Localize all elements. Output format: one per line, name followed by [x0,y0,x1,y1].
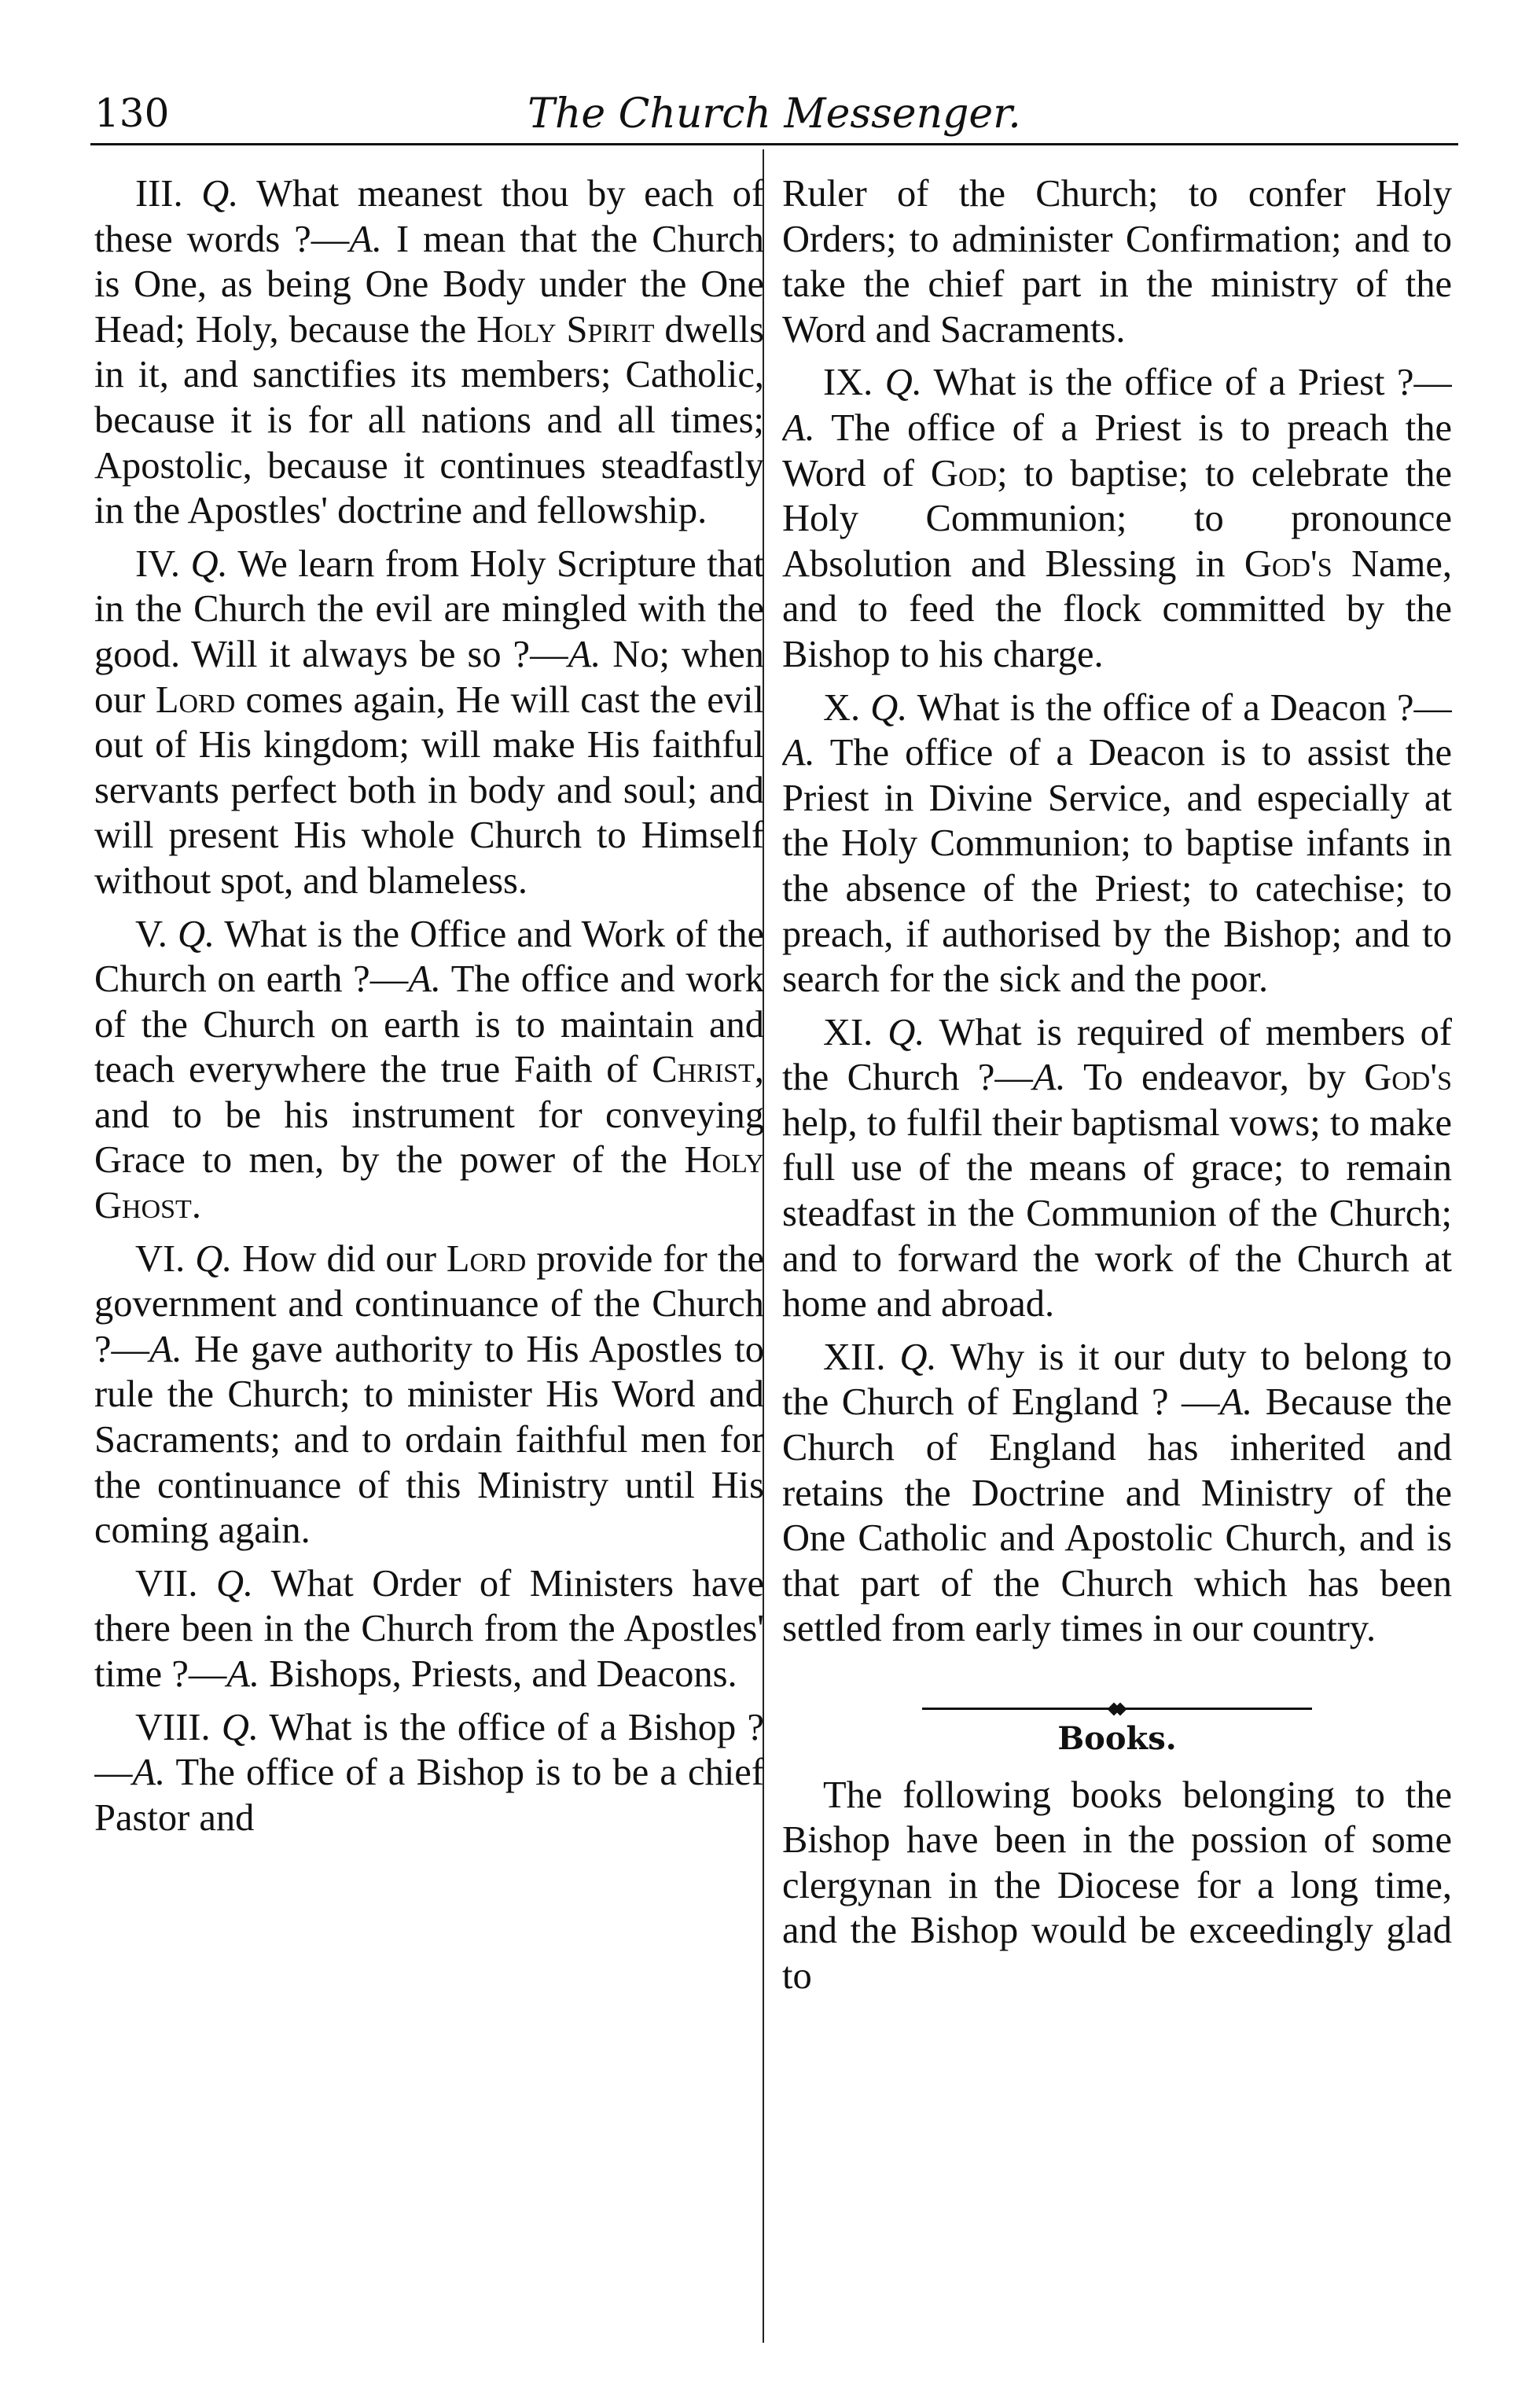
catechism-q10: X. Q. What is the office of a Deacon ?—A. The office of a Deacon is to assist the Priest in Divine Service, and especially at the Holy Communion; to baptise infants in the absence of the Priest; to catechise; to preach, if authorised by the Bishop; and to search for the sick and the poor. [782,686,1452,1001]
books-heading: Books. [1057,1720,1177,1757]
left-column [94,171,764,2341]
catechism-q9: IX. Q. What is the office of a Priest ?—A. The office of a Priest is to preach the Word of God; to baptise; to celebrate the Holy Communion; to pronounce Absolution and Blessing in God's Name, and to feed the flock committed by the Bishop to his charge. [782,362,1452,675]
page-header [94,90,1454,145]
catechism-q6: VI. Q. How did our Lord provide for the government and continuance of the Church ?—A. He gave authority to His Apostles to rule the Church; to minister His Word and Sacraments; and to ordain faithful men for the continuance of this Ministry until His coming again. [94,1237,764,1552]
catechism-q12: XII. Q. Why is it our duty to belong to the Church of England ? —A. Because the Church of England has inherited and retains the Doctrine and Ministry of the One Catholic and Apostolic Church, and is that part of the Church which has been settled from early times in our country. [782,1336,1452,1650]
catechism-q7: VII. Q. What Order of Ministers have there been in the Church from the Apostles' time ?—A. Bishops, Priests, and Deacons. [94,1562,764,1695]
books-paragraph: The following books belonging to the Bishop have been in the possion of some clergynan in the Diocese for a long time, and the Bishop would be exceedingly glad to [782,1774,1452,1997]
page-number: 130 [94,90,170,136]
catechism-q5: V. Q. What is the Office and Work of the Church on earth ?—A. The office and work of the Church on earth is to maintain and teach everywhere the true Faith of Christ, and to be his instrument for conveying Grace to men, by the power of the Holy Ghost. [94,913,764,1227]
section-ornament [782,1683,1452,1700]
right-column [782,171,1452,2341]
catechism-q8: VIII. Q. What is the office of a Bishop ?—A. The office of a Bishop is to be a chief Pastor and [94,1706,764,1839]
catechism-q3: III. Q. What meanest thou by each of these words ?—A. I mean that the Church is One, as being One Body under the One Head; Holy, because the Holy Spirit dwells in it, and sanctifies its members; Catholic, because it is for all nations and all times; Apostolic, because it continues steadfastly in the Apostles' doctrine and fellowship. [94,173,764,532]
catechism-q4: IV. Q. We learn from Holy Scripture that in the Church the evil are mingled with the good. Will it always be so ?—A. No; when our Lord comes again, He will cast the evil out of His kingdom; will make His faithful servants perfect both in body and soul; and will present His whole Church to Himself without spot, and blameless. [94,542,764,902]
header-rule [90,143,1458,145]
catechism-q11: XI. Q. What is required of members of the Church ?—A. To endeavor, by God's help, to fulfil their baptismal vows; to make full use of the means of grace; to remain steadfast in the Communion of the Church; and to forward the work of the Church at home and abroad. [782,1011,1452,1325]
running-title: The Church Messenger. [527,90,1021,138]
catechism-q8-continued: Ruler of the Church; to confer Holy Orders; to administer Confirmation; and to take the chief part in the ministry of the Word and Sacraments. [782,173,1452,351]
